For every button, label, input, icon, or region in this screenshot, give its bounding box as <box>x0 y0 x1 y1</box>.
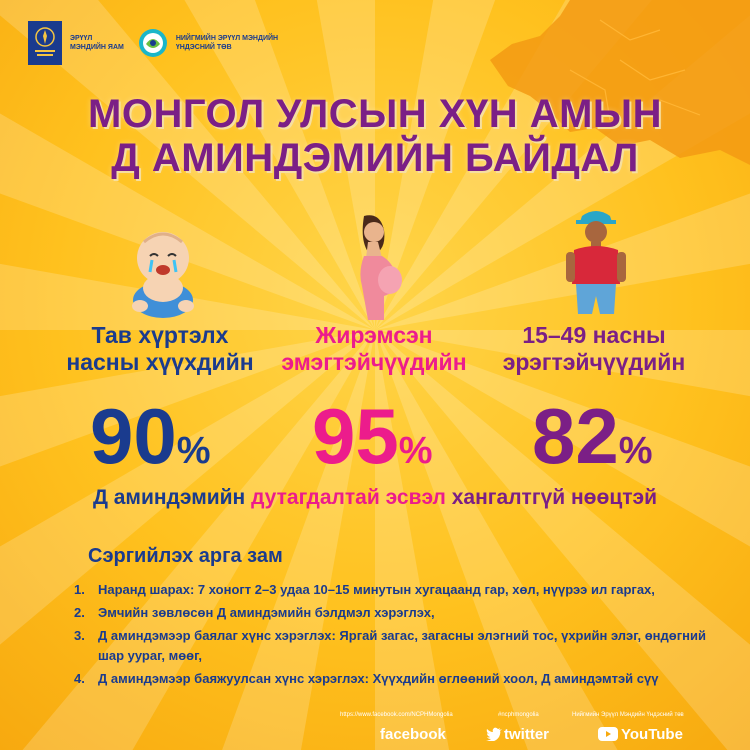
group-children-label <box>52 322 268 376</box>
ministry-logo <box>28 21 124 65</box>
prevention-list <box>74 580 714 692</box>
center-name: НИЙГМИЙН ЭРҮҮЛ МЭНДИЙН ҮНДЭСНИЙ ТӨВ <box>175 35 279 51</box>
facebook-url: https://www.facebook.com/NCPHMongolia <box>340 712 453 718</box>
title-line-2: Д АМИНДЭМИЙН БАЙДАЛ <box>111 136 639 180</box>
summary-part-3: хангалтгүй нөөцтэй <box>451 486 658 509</box>
youtube-caption: Нийгмийн Эрүүл Мэндийн Үндэсний төв <box>572 712 684 718</box>
group-pregnant-line-2: эмэгтэйчүүдийн <box>281 349 467 375</box>
percent-pregnant-value: 95 <box>312 392 399 480</box>
group-pregnant-line-1: Жирэмсэн <box>315 322 433 348</box>
pregnant-woman-icon <box>338 212 410 322</box>
ministry-name: ЭРҮҮЛ МЭНДИЙН ЯАМ <box>70 35 124 51</box>
list-item <box>74 626 714 666</box>
percent-pregnant <box>312 392 433 491</box>
percent-men-value: 82 <box>532 392 619 480</box>
man-icon <box>560 206 632 316</box>
percent-children <box>90 392 211 491</box>
group-men-line-1: 15–49 насны <box>522 322 666 348</box>
prevention-title: Сэргийлэх арга зам <box>88 545 283 567</box>
list-item-text: Д аминдэмээр баялаг хүнс хэрэглэх: Яргай загас, загасны элэгний тос, үхрийн элэг, өндөгний шар уураг, мөөг, <box>98 628 706 663</box>
group-men-label <box>486 322 702 376</box>
group-pregnant-label <box>266 322 482 376</box>
summary-line <box>0 486 750 510</box>
youtube-play-icon <box>598 727 618 741</box>
ncph-logo-icon <box>138 28 168 58</box>
list-item-number: 1. <box>74 582 85 597</box>
list-item <box>74 603 714 623</box>
list-item <box>74 580 714 600</box>
youtube-link[interactable]: YouTube <box>621 726 683 743</box>
header-logos <box>28 20 278 66</box>
summary-part-2: дутагдалтай эсвэл <box>251 486 452 509</box>
facebook-link[interactable]: facebook <box>380 726 446 743</box>
page-title <box>0 92 750 180</box>
center-logo <box>138 28 278 58</box>
group-children-line-2: насны хүүхдийн <box>66 349 254 375</box>
list-item-text: Д аминдэмээр баяжуулсан хүнс хэрэглэх: Хүүхдийн өглөөний хоол, Д аминдэмтэй сүү <box>98 671 659 686</box>
percent-children-unit: % <box>176 430 211 472</box>
twitter-handle: #ncphmongolia <box>498 712 539 718</box>
list-item-number: 2. <box>74 605 85 620</box>
list-item <box>74 669 714 689</box>
footer-social <box>0 712 750 750</box>
group-children-line-1: Тав хүртэлх <box>91 322 229 348</box>
twitter-bird-icon <box>486 727 502 741</box>
title-line-1: МОНГОЛ УЛСЫН ХҮН АМЫН <box>88 92 662 136</box>
list-item-number: 4. <box>74 671 85 686</box>
twitter-link[interactable]: twitter <box>504 726 549 743</box>
percent-men-unit: % <box>618 430 653 472</box>
list-item-number: 3. <box>74 628 85 643</box>
percent-pregnant-unit: % <box>398 430 433 472</box>
percent-children-value: 90 <box>90 392 177 480</box>
group-men-line-2: эрэгтэйчүүдийн <box>502 349 686 375</box>
baby-icon <box>122 228 204 320</box>
percent-men <box>532 392 653 491</box>
list-item-text: Эмчийн зөвлөсөн Д аминдэмийн бэлдмэл хэрэглэх, <box>98 605 435 620</box>
list-item-text: Наранд шарах: 7 хоногт 2–3 удаа 10–15 минутын хугацаанд гар, хөл, нүүрээ ил гаргах, <box>98 582 655 597</box>
summary-part-1: Д аминдэмийн <box>92 486 252 509</box>
state-emblem-icon <box>28 21 62 65</box>
